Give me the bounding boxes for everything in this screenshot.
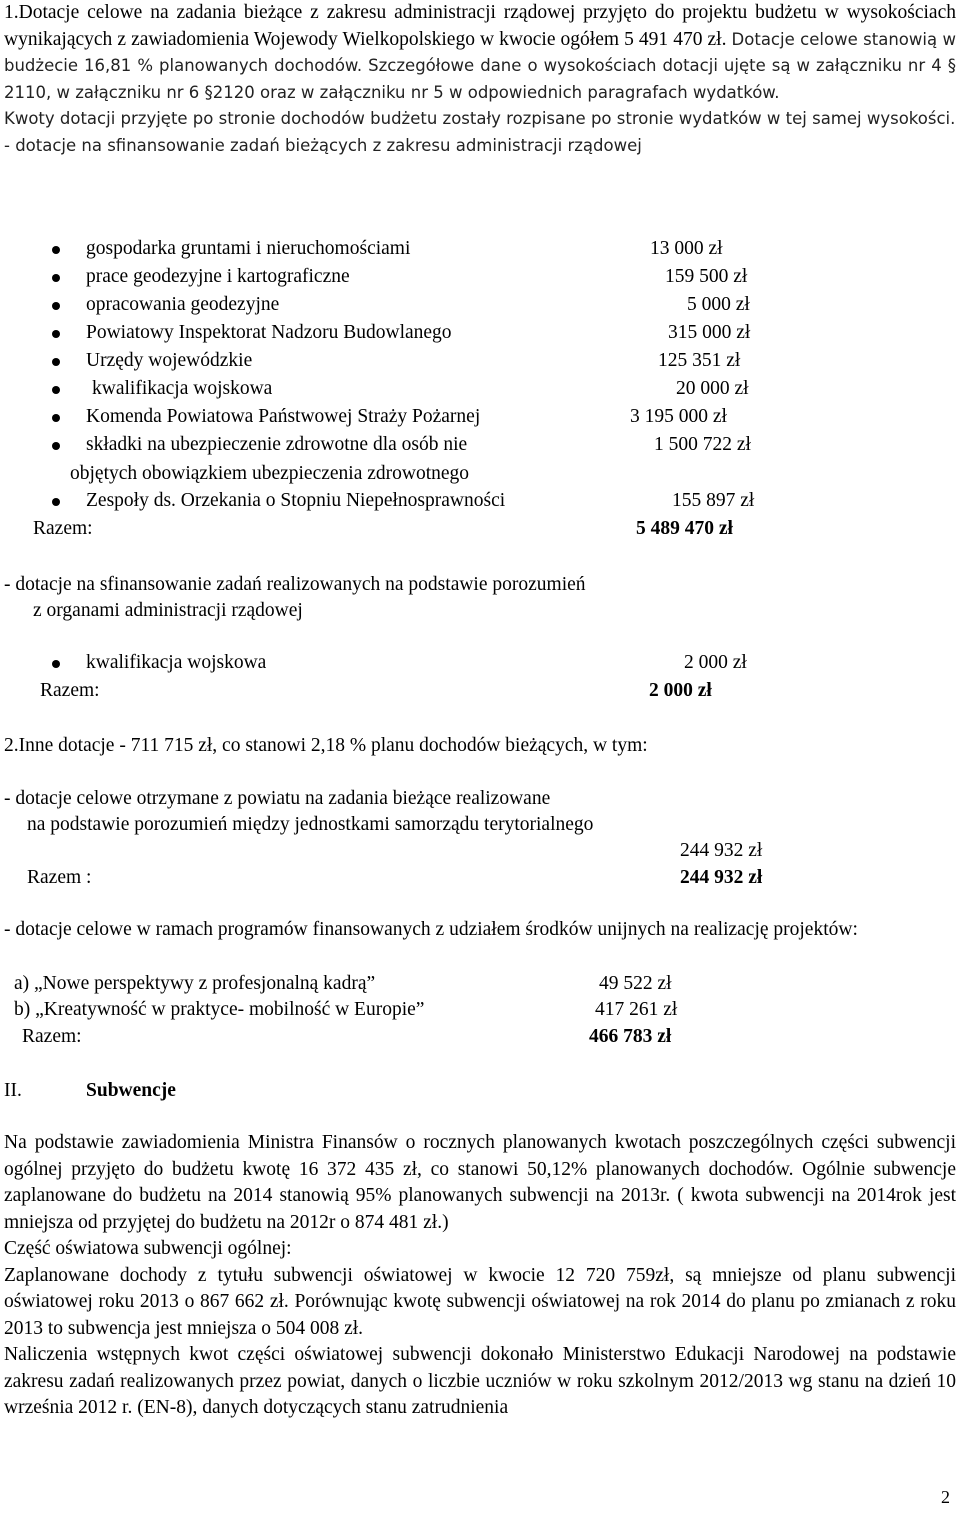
list-item: [4, 488, 956, 516]
project-label: a) „Nowe perspektywy z profesjonalną kadrą”: [14, 973, 376, 994]
subwencje-paragraph: Na podstawie zawiadomienia Ministra Finansów o rocznych planowanych kwotach poszczególnych części subwencji ogólnej przyjęto do budżetu kwotę 16 372 435 zł, co stanowi 50,12% planowanych dochodów. Ogólnie subwencje zaplanowane do budżetu na 2014 stanowią 95% planowanych subwencji na 2013r. ( kwota subwencji na 2014rok jest mniejsza od przyjętej do budżetu na 2012r o 874 481 zł.): [4, 1132, 956, 1233]
section-heading: 2.Inne dotacje - 711 715 zł, co stanowi 2,18 % planu dochodów bieżących, w tym:: [4, 735, 648, 756]
total-label: Razem:: [40, 680, 100, 701]
bullet-icon: [52, 386, 60, 394]
bullet-icon: [52, 414, 60, 422]
item-label: Komenda Powiatowa Państwowej Straży Pożarnej: [86, 406, 481, 427]
project-amount: 417 261 zł: [595, 999, 678, 1020]
total-amount: 466 783 zł: [589, 1026, 672, 1047]
bullet-icon: [52, 274, 60, 282]
bullet-icon: [52, 246, 60, 254]
item-amount: 155 897 zł: [672, 490, 755, 511]
subwencje-paragraph: Zaplanowane dochody z tytułu subwencji oświatowej w kwocie 12 720 759zł, są mniejsze od planu subwencji oświatowej roku 2013 o 867 662 zł. Porównując kwotę subwencji oświatowej na rok 2014 do planu po zmianach z roku 2013 to subwencja jest mniejsza o 504 008 zł.: [4, 1264, 956, 1339]
item-amount: 5 000 zł: [687, 294, 750, 315]
intro-paragraph: [4, 0, 956, 106]
section-number: II.: [4, 1080, 22, 1101]
bullet-icon: [52, 358, 60, 366]
eu-projects-paragraph: - dotacje celowe w ramach programów finansowanych z udziałem środków unijnych na realizację projektów:: [4, 919, 858, 940]
item-label: kwalifikacja wojskowa: [86, 652, 267, 673]
item-amount: 2 000 zł: [684, 652, 747, 673]
bullet-icon: [52, 660, 60, 668]
item-amount: 159 500 zł: [665, 266, 748, 287]
item-amount: 315 000 zł: [668, 322, 751, 343]
list-item: [4, 650, 956, 678]
bullet-icon: [52, 498, 60, 506]
bullet-icon: [52, 302, 60, 310]
intro-p2: Kwoty dotacji przyjęte po stronie dochodów budżetu zostały rozpisane po stronie wydatków w tej samej wysokości.: [4, 109, 956, 128]
list-item: [4, 376, 956, 404]
total-amount: 2 000 zł: [649, 680, 712, 701]
subwencje-subheading: Część oświatowa subwencji ogólnej:: [4, 1238, 292, 1259]
item-amount: 244 932 zł: [680, 840, 763, 861]
subwencje-body: [4, 1130, 956, 1422]
list-item: [4, 432, 956, 460]
section-title: Subwencje: [86, 1080, 176, 1101]
subwencje-paragraph: Naliczenia wstępnych kwot części oświatowej subwencji dokonało Ministerstwo Edukacji Narodowej na podstawie zakresu zadań realizowanych przez powiat, danych o liczbie uczniów w roku szkolnym 2012/2013 wg stanu na dzień 10 września 2012 r. (EN-8), danych dotyczących stanu zatrudnienia: [4, 1344, 956, 1418]
item-label: prace geodezyjne i kartograficzne: [86, 266, 350, 287]
item-label: opracowania geodezyjne: [86, 294, 280, 315]
project-amount: 49 522 zł: [599, 973, 672, 994]
list-item: [4, 264, 956, 292]
bullet-icon: [52, 330, 60, 338]
item-label: Urzędy wojewódzkie: [86, 350, 253, 371]
total-label: Razem:: [33, 518, 93, 539]
intro-p1-b: Dotacje celowe stanowią w budżecie 16,81 % planowanych dochodów. Szczegółowe dane o wysokościach dotacji ujęte są w załączniku nr 4 § 2110, w załączniku nr 6 §2120 oraz w załączniku nr 5 w odpowiednich paragrafach wydatków.: [4, 29, 956, 102]
list-item: [4, 292, 956, 320]
total-label: Razem :: [27, 867, 92, 888]
item-amount: 20 000 zł: [676, 378, 749, 399]
intro-p3: - dotacje na sfinansowanie zadań bieżących z zakresu administracji rządowej: [4, 135, 642, 155]
item-amount: 13 000 zł: [650, 238, 723, 259]
item-label: kwalifikacja wojskowa: [92, 378, 273, 399]
list-item: [4, 348, 956, 376]
total-amount: 244 932 zł: [680, 867, 763, 888]
list-item: [4, 404, 956, 432]
item-label: gospodarka gruntami i nieruchomościami: [86, 238, 411, 259]
item-amount: 3 195 000 zł: [630, 406, 727, 427]
intro-section: [4, 0, 956, 159]
section-line: - dotacje na sfinansowanie zadań realizowanych na podstawie porozumień: [4, 574, 586, 595]
total-amount: 5 489 470 zł: [636, 518, 733, 539]
section-line: - dotacje celowe otrzymane z powiatu na zadania bieżące realizowane: [4, 788, 551, 809]
list-item-continuation: objętych obowiązkiem ubezpieczenia zdrowotnego: [70, 463, 470, 484]
list-item: [4, 320, 956, 348]
total-label: Razem:: [22, 1026, 82, 1047]
intro-p1-a: 1.Dotacje celowe na zadania bieżące z zakresu administracji rządowej przyjęto do projektu budżetu w wysokościach wynikających z zawiadomienia Wojewody Wielkopolskiego w kwocie ogółem 5 491 470 zł.: [4, 2, 956, 50]
item-label: Zespoły ds. Orzekania o Stopniu Niepełnosprawności: [86, 490, 506, 511]
eu-projects-paragraph-wrap: [4, 917, 956, 944]
list-item: [4, 236, 956, 264]
item-label: składki na ubezpieczenie zdrowotne dla osób nie: [86, 434, 468, 455]
project-label: b) „Kreatywność w praktyce- mobilność w Europie”: [14, 999, 425, 1020]
bullet-icon: [52, 442, 60, 450]
item-amount: 125 351 zł: [658, 350, 741, 371]
item-amount: 1 500 722 zł: [654, 434, 751, 455]
section-line: z organami administracji rządowej: [33, 600, 303, 621]
item-label: Powiatowy Inspektorat Nadzoru Budowlanego: [86, 322, 452, 343]
page-number: 2: [941, 1487, 950, 1507]
section-line: na podstawie porozumień między jednostkami samorządu terytorialnego: [27, 814, 594, 835]
